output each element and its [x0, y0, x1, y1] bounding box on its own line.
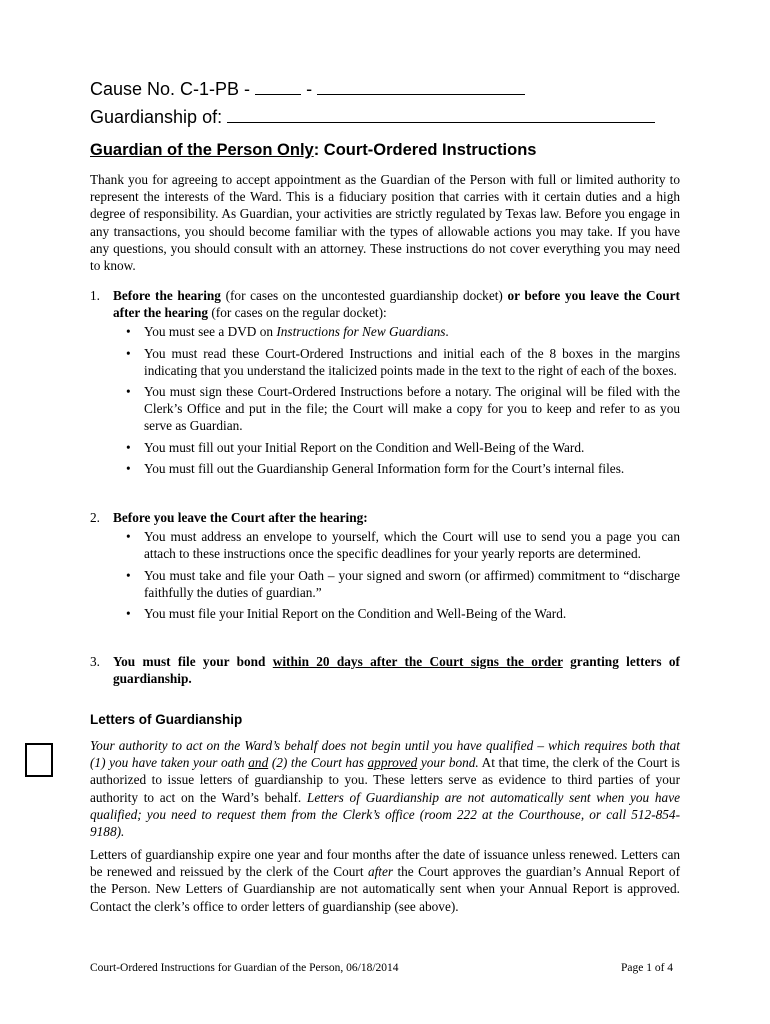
item-3-text-b: granting letters of guardianship.: [113, 654, 680, 687]
bullet-icon: •: [126, 439, 131, 455]
item-1-bold-b: or before you leave the Court after the hearing: [113, 288, 680, 321]
item-1-text-b: (for cases on the regular docket):: [208, 305, 387, 321]
bullet-item: • You must sign these Court-Ordered Instructions before a notary. The original will be filed with the Clerk’s Office and put in the file; the Court will make a copy for you to keep and refer to as you serve as Guardian.: [126, 384, 680, 434]
bullet-icon: •: [126, 345, 131, 361]
bullet-item: • You must address an envelope to yourself, which the Court will use to send you a page you can attach to these instructions once the specific deadlines for your yearly reports are determined.: [126, 529, 680, 562]
bullet-item: • You must file your Initial Report on the Condition and Well-Being of the Ward.: [126, 606, 567, 622]
bullet-icon: •: [126, 324, 131, 340]
item-2-bullet-list: [113, 528, 680, 622]
bullet-icon: •: [126, 529, 131, 545]
item-2-heading: Before you leave the Court after the hearing:: [113, 510, 368, 525]
item-1-bold-a: Before the hearing: [113, 288, 221, 303]
bullet-item: • You must fill out the Guardianship General Information form for the Court’s internal files.: [126, 460, 625, 476]
item-3-deadline: within 20 days after the Court signs the order: [272, 654, 563, 669]
item-1-heading: [113, 287, 680, 321]
page-number: Page 1 of 4: [621, 962, 674, 974]
bullet-icon: •: [126, 460, 131, 476]
item-1-bullet-list: [113, 323, 680, 477]
item-3-text-a: You must file your bond: [113, 654, 273, 669]
cause-number-dash: -: [306, 79, 313, 99]
item-1-text-a: (for cases on the uncontested guardianship docket): [220, 288, 508, 303]
guardianship-of-label: Guardianship of:: [90, 107, 223, 127]
guardianship-of-blank[interactable]: [227, 104, 655, 123]
cause-number-line: [90, 76, 525, 100]
bullet-icon: •: [126, 606, 131, 622]
bullet-item: • You must see a DVD on Instructions for New Guardians.: [126, 324, 449, 340]
title-rest: : Court-Ordered Instructions: [313, 141, 537, 159]
instruction-item-1: [90, 287, 680, 481]
title-underlined: Guardian of the Person Only: [90, 141, 314, 159]
document-title: [90, 141, 536, 160]
bullet-item: • You must read these Court-Ordered Instructions and initial each of the 8 boxes in the margins indicating that you understand the italicized points made in the text to the right of each of the boxes.: [126, 345, 680, 378]
footer-left: Court-Ordered Instructions for Guardian of the Person, 06/18/2014: [90, 962, 399, 974]
bullet-icon: •: [126, 567, 131, 583]
bullet-icon: •: [126, 384, 131, 400]
intro-paragraph: Thank you for agreeing to accept appointment as the Guardian of the Person with full or limited authority to represent the interests of the Ward. This is a fiduciary position that carries with it certain duties and a high degree of responsibility. As Guardian, your activities are strictly regulated by Texas law. Before you engage in any transactions, you should become familiar with the types of allowable actions you may take. If you have any questions, you should consult with an attorney. These instructions do not cover everything you may need to know.: [90, 172, 680, 274]
letters-paragraph-1: Your authority to act on the Ward’s behalf does not begin until you have qualified – which requires both that (1) you have taken your oath and (2) the Court has approved your bond. At that time, the clerk of the Court is authorized to issue letters of guardianship to you. These letters serve as evidence to third parties of your authority to act on the Ward’s behalf. Letters of Guardianship are not automatically sent when you have qualified; you need to request them from the Clerk’s office (room 222 at the Courthouse, or call 512-854-9188).: [90, 738, 680, 840]
letters-heading: Letters of Guardianship: [90, 712, 243, 727]
instruction-item-2: [90, 509, 680, 626]
initial-box[interactable]: [25, 743, 53, 777]
item-number: 2.: [90, 510, 100, 525]
bullet-item: • You must fill out your Initial Report on the Condition and Well-Being of the Ward.: [126, 439, 585, 455]
guardianship-of-line: [90, 104, 655, 128]
cause-number-label: Cause No. C-1-PB -: [90, 79, 251, 99]
item-number: 1.: [90, 288, 100, 303]
cause-number-blank-1[interactable]: [255, 76, 301, 95]
cause-number-blank-2[interactable]: [317, 76, 525, 95]
instruction-item-3: [90, 653, 680, 687]
letters-paragraph-2: Letters of guardianship expire one year and four months after the date of issuance unless renewed. Letters can be renewed and reissued by the clerk of the Court after the Court approves the guardian’s Annual Report of the Person. New Letters of Guardianship are not automatically sent when your Annual Report is approved. Contact the clerk’s office to order letters of guardianship (see above).: [90, 847, 680, 914]
item-number: 3.: [90, 654, 100, 669]
bullet-item: • You must take and file your Oath – your signed and sworn (or affirmed) commitment to “discharge faithfully the duties of guardian.”: [126, 567, 680, 600]
